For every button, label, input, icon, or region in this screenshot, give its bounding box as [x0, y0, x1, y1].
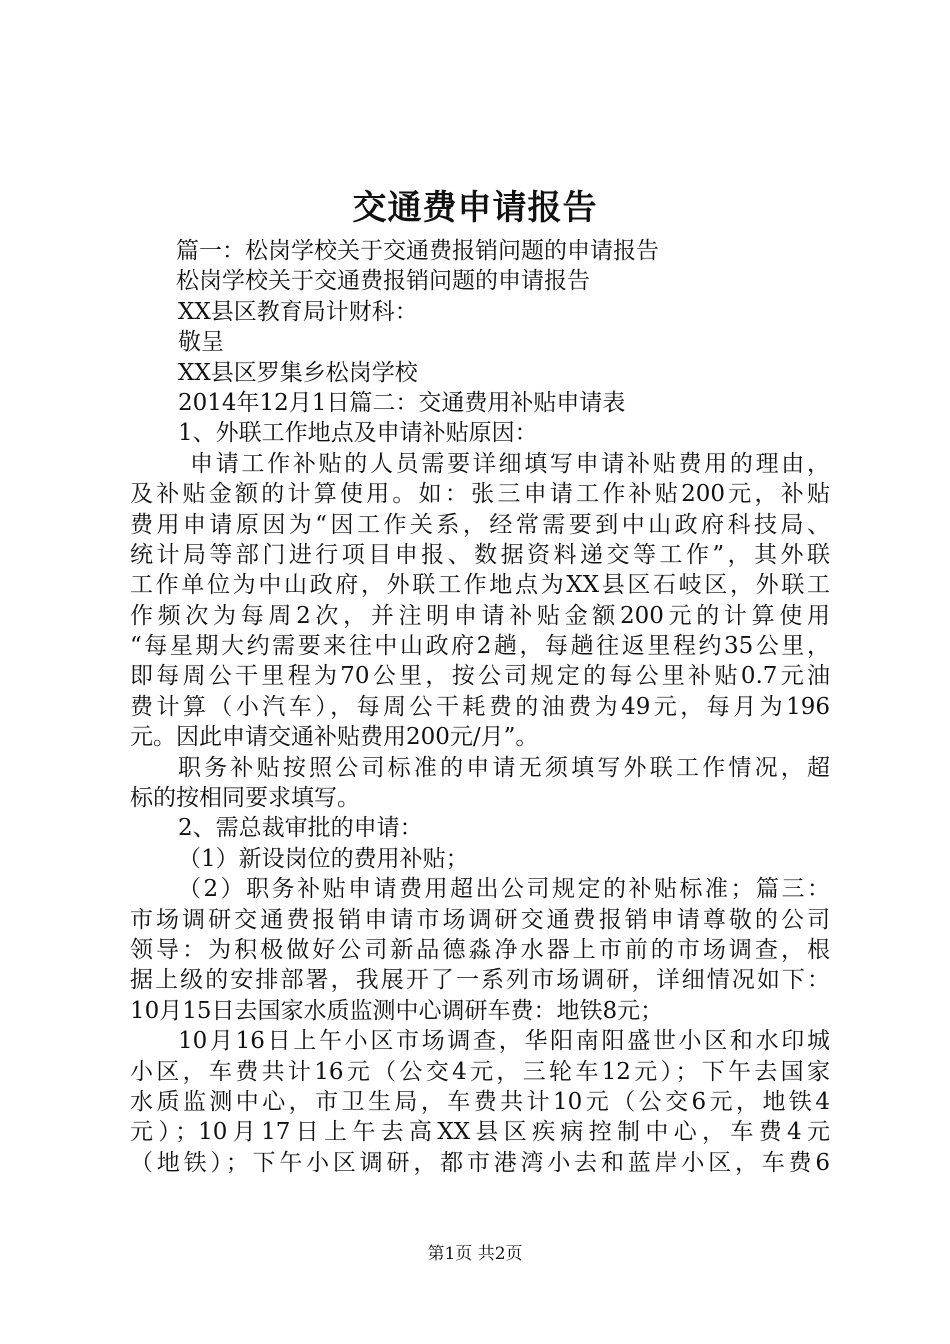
text-line: 标的按相同要求填写。 [130, 785, 360, 812]
text-line: 费计算（小汽车），每周公干耗费的油费为49元，每月为196 [130, 693, 830, 720]
text-line: 2014年12月1日篇二：交通费用补贴申请表 [178, 389, 626, 416]
text-line: 作频次为每周2次，并注明申请补贴金额200元的计算使用 [130, 602, 830, 629]
text-line: 市场调研交通费报销申请市场调研交通费报销申请尊敬的公司 [130, 906, 830, 933]
text-line: 及补贴金额的计算使用。如：张三申请工作补贴200元，补贴 [130, 481, 830, 508]
text-line: （地铁）；下午小区调研，都市港湾小去和蓝岸小区，车费6 [130, 1149, 830, 1176]
text-line: 敬呈 [178, 329, 224, 356]
text-line: XX县区罗集乡松岗学校 [178, 359, 418, 386]
text-line: 水质监测中心，市卫生局，车费共计10元（公交6元，地铁4 [130, 1088, 830, 1115]
document-title: 交通费申请报告 [352, 188, 598, 228]
text-line: 元。因此申请交通补贴费用200元/月”。 [130, 724, 539, 751]
text-line: 松岗学校关于交通费报销问题的申请报告 [176, 268, 590, 295]
text-line: 工作单位为中山政府，外联工作地点为XX县区石岐区，外联工 [130, 572, 830, 599]
text-line: 领导：为积极做好公司新品德淼净水器上市前的市场调查，根 [130, 936, 830, 963]
text-line: 篇一：松岗学校关于交通费报销问题的申请报告 [176, 238, 659, 264]
text-line: 10月16日上午小区市场调查，华阳南阳盛世小区和水印城 [178, 1028, 830, 1055]
page-number: 第1页 共2页 [427, 1244, 523, 1264]
text-line: 元）；10月17日上午去高XX县区疾病控制中心，车费4元 [130, 1119, 830, 1146]
text-line: 1、外联工作地点及申请补贴原因： [178, 420, 538, 447]
text-line: 据上级的安排部署，我展开了一系列市场调研，详细情况如下： [130, 967, 830, 994]
text-line: 费用申请原因为“因工作关系，经常需要到中山政府科技局、 [130, 511, 830, 538]
text-line: 申请工作补贴的人员需要详细填写申请补贴费用的理由， [190, 450, 830, 477]
text-line: “每星期大约需要来往中山政府2趟，每趟往返里程约35公里， [130, 633, 830, 660]
text-line: 2、需总裁审批的申请： [178, 815, 423, 842]
text-line: 职务补贴按照公司标准的申请无须填写外联工作情况，超 [178, 754, 830, 781]
text-line: 小区，车费共计16元（公交4元，三轮车12元）；下午去国家 [130, 1058, 830, 1085]
text-line: XX县区教育局计财科： [178, 298, 418, 325]
text-line: 统计局等部门进行项目申报、数据资料递交等工作”，其外联 [130, 541, 830, 568]
text-line: （1）新设岗位的费用补贴； [178, 845, 469, 872]
text-line: 即每周公干里程为70公里，按公司规定的每公里补贴0.7元油 [130, 663, 830, 690]
document-body [130, 236, 830, 1178]
text-line: 10月15日去国家水质监测中心调研车费：地铁8元； [130, 997, 664, 1024]
text-line: （2）职务补贴申请费用超出公司规定的补贴标准；篇三： [178, 876, 830, 903]
